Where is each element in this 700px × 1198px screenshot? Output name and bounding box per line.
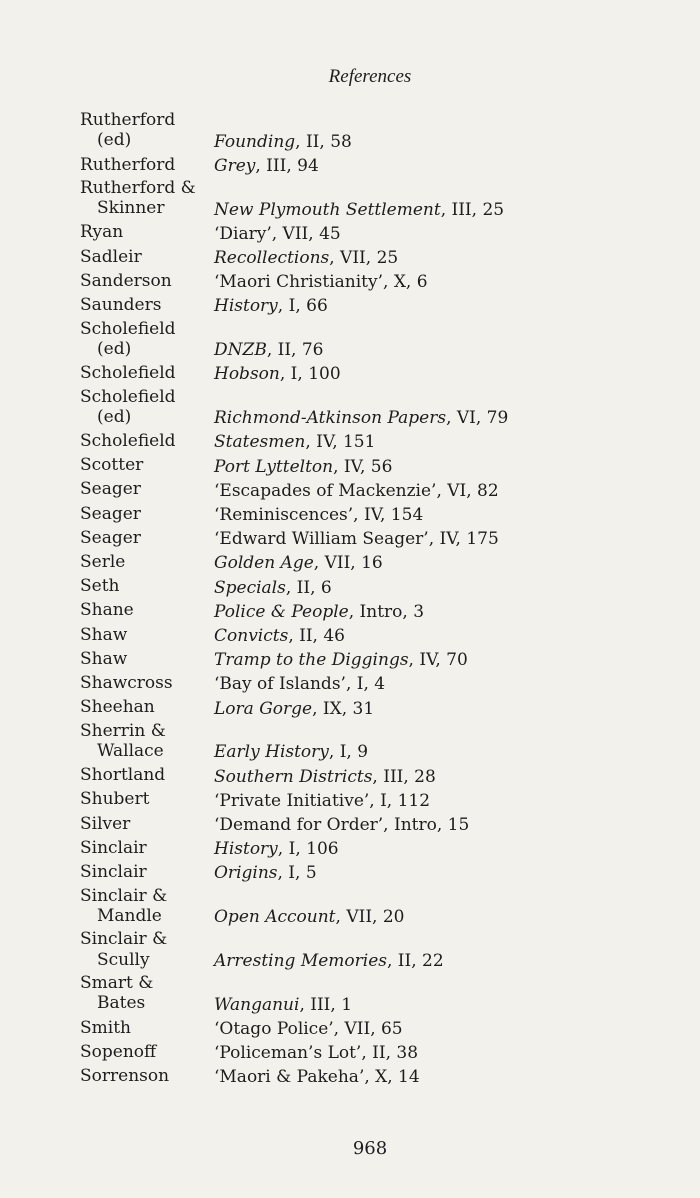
volume-page: , II, 22 [387, 950, 444, 971]
reference-citation [214, 503, 423, 527]
reference-author [80, 1042, 214, 1065]
author-name: Serle [80, 552, 126, 573]
volume-page: , III, 25 [440, 199, 505, 220]
reference-entry [80, 270, 680, 294]
volume-page: , VII, 20 [335, 907, 405, 928]
reference-entry [80, 430, 680, 454]
reference-author [80, 697, 214, 720]
author-name: Scholefield [80, 363, 176, 384]
article-citation: ‘Otago Police’, VII, 65 [214, 1018, 403, 1039]
volume-page: , VI, 79 [446, 408, 509, 429]
reference-author [80, 886, 214, 930]
reference-author [80, 504, 214, 527]
article-citation: ‘Reminiscences’, IV, 154 [214, 504, 424, 525]
author-name: Smith [80, 1017, 131, 1038]
article-citation: ‘Edward William Seager’, IV, 175 [214, 529, 499, 550]
author-name: Sorrenson [80, 1066, 170, 1087]
work-title: Hobson [214, 364, 280, 385]
reference-citation [214, 576, 332, 600]
author-name: Silver [80, 813, 131, 834]
article-citation: ‘Private Initiative’, I, 112 [214, 790, 431, 811]
reference-author [80, 110, 214, 154]
reference-author [80, 765, 214, 788]
reference-entry [80, 600, 680, 624]
author-name: Rutherford [80, 154, 176, 175]
author-name: Saunders [80, 295, 162, 316]
work-title: Lora Gorge [214, 698, 313, 719]
reference-citation [214, 813, 469, 837]
reference-author [80, 479, 214, 502]
author-name: Shortland [80, 765, 166, 786]
reference-author [80, 721, 214, 765]
author-name: Seager [80, 527, 141, 548]
work-title: Recollections [214, 247, 330, 268]
reference-citation [214, 905, 404, 929]
work-title: History [214, 296, 278, 317]
article-citation: ‘Policeman’s Lot’, II, 38 [214, 1043, 419, 1064]
reference-author [80, 1066, 214, 1089]
author-name: Sinclair & [80, 885, 168, 906]
article-citation: ‘Demand for Order’, Intro, 15 [214, 814, 470, 835]
reference-citation [214, 740, 368, 764]
work-title: New Plymouth Settlement [214, 199, 441, 220]
volume-page: , IX, 31 [312, 698, 375, 719]
reference-citation [214, 624, 345, 648]
reference-citation [214, 406, 508, 430]
work-title: Grey [214, 155, 256, 176]
author-name: Scholefield [80, 318, 176, 339]
work-title: Early History [214, 742, 329, 763]
reference-list [80, 110, 680, 1090]
reference-entry [80, 1065, 680, 1089]
author-name: Sanderson [80, 270, 172, 291]
reference-author [80, 363, 214, 386]
reference-entry [80, 551, 680, 575]
reference-entry [80, 672, 680, 696]
author-name: Rutherford & [80, 177, 196, 198]
reference-citation [214, 551, 383, 575]
author-continuation: (ed) [97, 338, 132, 359]
author-name: Seth [80, 576, 120, 597]
reference-author [80, 600, 214, 623]
volume-page: , IV, 70 [408, 650, 468, 671]
reference-citation [214, 222, 341, 246]
volume-page: , II, 58 [295, 131, 352, 152]
author-continuation: (ed) [97, 130, 132, 151]
reference-entry [80, 789, 680, 813]
work-title: Tramp to the Diggings [214, 650, 409, 671]
author-name: Seager [80, 479, 141, 500]
work-title: Southern Districts [214, 766, 373, 787]
reference-entry [80, 362, 680, 386]
reference-author [80, 1018, 214, 1041]
reference-author [80, 387, 214, 431]
article-citation: ‘Diary’, VII, 45 [214, 223, 341, 244]
reference-citation [214, 362, 341, 386]
reference-citation [214, 270, 428, 294]
author-name: Sinclair [80, 837, 147, 858]
reference-author [80, 838, 214, 861]
article-citation: ‘Escapades of Mackenzie’, VI, 82 [214, 480, 499, 501]
author-name: Shaw [80, 648, 128, 669]
reference-entry [80, 1017, 680, 1041]
reference-citation [214, 479, 499, 503]
author-name: Sopenoff [80, 1041, 157, 1062]
reference-author [80, 271, 214, 294]
page-header: References [328, 66, 412, 87]
reference-entry [80, 973, 680, 1017]
reference-author [80, 155, 214, 178]
volume-page: , I, 5 [277, 863, 317, 884]
reference-entry [80, 178, 680, 222]
work-title: Specials [214, 577, 286, 598]
volume-page: , VII, 16 [313, 553, 383, 574]
reference-citation [214, 648, 468, 672]
reference-citation [214, 154, 319, 178]
work-title: Origins [214, 863, 278, 884]
reference-author [80, 552, 214, 575]
reference-entry [80, 527, 680, 551]
work-title: Richmond-Atkinson Papers [214, 408, 447, 429]
reference-citation [214, 130, 352, 154]
reference-citation [214, 294, 328, 318]
reference-entry [80, 110, 680, 154]
author-name: Sinclair & [80, 929, 168, 950]
volume-page: , IV, 56 [333, 456, 393, 477]
reference-citation [214, 949, 444, 973]
author-continuation: Wallace [97, 741, 164, 762]
reference-author [80, 222, 214, 245]
reference-author [80, 673, 214, 696]
author-name: Shubert [80, 789, 150, 810]
reference-author [80, 319, 214, 363]
reference-author [80, 789, 214, 812]
reference-entry [80, 503, 680, 527]
volume-page: , III, 28 [372, 766, 436, 787]
author-name: Rutherford [80, 110, 176, 130]
volume-page: , I, 106 [277, 839, 339, 860]
author-name: Sadleir [80, 246, 142, 267]
reference-citation [214, 246, 398, 270]
author-name: Scholefield [80, 431, 176, 452]
reference-author [80, 625, 214, 648]
volume-page: , I, 9 [328, 742, 369, 763]
volume-page: , I, 66 [277, 296, 328, 317]
author-name: Sheehan [80, 697, 155, 718]
reference-author [80, 649, 214, 672]
reference-citation [214, 430, 375, 454]
volume-page: , II, 76 [266, 340, 324, 361]
reference-citation [214, 1065, 420, 1089]
reference-citation [214, 837, 339, 861]
work-title: History [214, 839, 278, 860]
work-title: Golden Age [214, 553, 314, 574]
author-name: Shawcross [80, 673, 173, 694]
author-name: Sherrin & [80, 720, 166, 741]
work-title: Wanganui [214, 994, 300, 1015]
reference-citation [214, 697, 374, 721]
author-name: Seager [80, 503, 141, 524]
reference-entry [80, 813, 680, 837]
reference-author [80, 862, 214, 885]
article-citation: ‘Maori Christianity’, X, 6 [214, 272, 428, 293]
volume-page: , VII, 25 [329, 247, 399, 268]
author-continuation: Skinner [97, 198, 165, 219]
author-continuation: (ed) [97, 406, 132, 427]
reference-entry [80, 765, 680, 789]
page-number: 968 [352, 1138, 388, 1159]
reference-entry [80, 648, 680, 672]
volume-page: , III, 94 [255, 155, 319, 176]
author-continuation: Scully [97, 949, 150, 970]
reference-citation [214, 789, 430, 813]
article-citation: ‘Bay of Islands’, I, 4 [214, 674, 386, 695]
reference-entry [80, 246, 680, 270]
author-name: Shane [80, 600, 134, 621]
work-title: DNZB [214, 340, 267, 361]
reference-author [80, 929, 214, 973]
reference-author [80, 455, 214, 478]
volume-page: , IV, 151 [305, 432, 376, 453]
reference-author [80, 576, 214, 599]
volume-page: , III, 1 [299, 994, 353, 1015]
reference-entry [80, 624, 680, 648]
reference-citation [214, 672, 385, 696]
reference-entry [80, 721, 680, 765]
reference-entry [80, 222, 680, 246]
reference-entry [80, 929, 680, 973]
reference-entry [80, 1041, 680, 1065]
reference-citation [214, 198, 504, 222]
author-name: Ryan [80, 222, 124, 243]
work-title: Open Account [214, 907, 336, 928]
reference-citation [214, 600, 424, 624]
volume-page: , II, 46 [288, 625, 345, 646]
reference-entry [80, 479, 680, 503]
author-name: Sinclair [80, 862, 147, 883]
author-name: Shaw [80, 624, 128, 645]
article-citation: ‘Maori & Pakeha’, X, 14 [214, 1067, 420, 1088]
reference-citation [214, 338, 324, 362]
reference-author [80, 295, 214, 318]
reference-entry [80, 455, 680, 479]
reference-entry [80, 837, 680, 861]
author-name: Scholefield [80, 386, 176, 407]
work-title: Police & People [214, 601, 349, 622]
reference-entry [80, 697, 680, 721]
work-title: Statesmen [214, 432, 306, 453]
reference-author [80, 178, 214, 222]
reference-author [80, 814, 214, 837]
work-title: Port Lyttelton [214, 456, 334, 477]
reference-author [80, 247, 214, 270]
author-continuation: Mandle [97, 905, 162, 926]
reference-citation [214, 527, 499, 551]
reference-citation [214, 1041, 418, 1065]
reference-entry [80, 861, 680, 885]
author-name: Smart & [80, 973, 154, 994]
reference-author [80, 528, 214, 551]
reference-citation [214, 1017, 403, 1041]
reference-entry [80, 294, 680, 318]
work-title: Arresting Memories [214, 950, 387, 971]
reference-entry [80, 319, 680, 363]
reference-citation [214, 765, 436, 789]
work-title: Convicts [214, 625, 289, 646]
volume-page: , I, 100 [279, 364, 341, 385]
author-name: Scotter [80, 455, 144, 476]
volume-page: , Intro, 3 [348, 601, 425, 622]
volume-page: , II, 6 [285, 577, 332, 598]
reference-author [80, 973, 214, 1017]
reference-citation [214, 455, 392, 479]
reference-citation [214, 993, 352, 1017]
reference-entry [80, 886, 680, 930]
reference-entry [80, 387, 680, 431]
work-title: Founding [214, 131, 296, 152]
reference-entry [80, 576, 680, 600]
reference-author [80, 431, 214, 454]
author-continuation: Bates [97, 993, 146, 1014]
reference-entry [80, 154, 680, 178]
reference-citation [214, 861, 317, 885]
